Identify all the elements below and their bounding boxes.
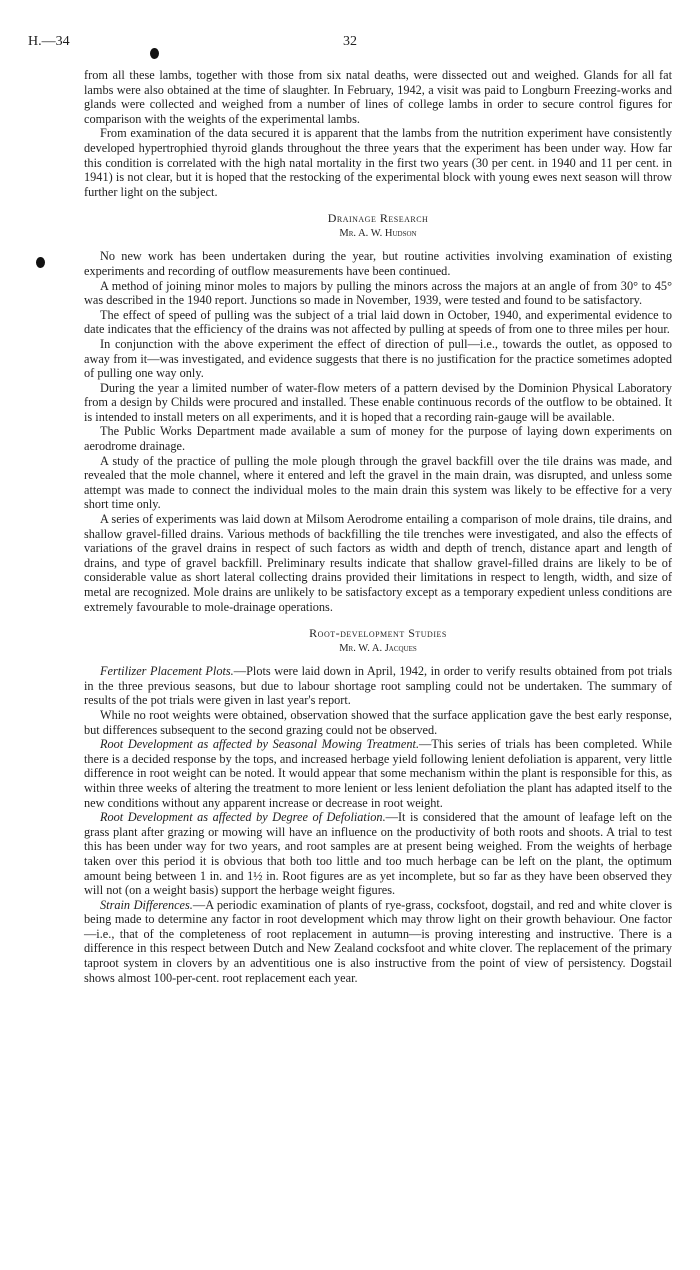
paragraph-lead: Strain Differences. (100, 897, 193, 912)
paragraph-text: While no root weights were obtained, observation showed that the surface application gave the best early response, but differences subsequent to the second grazing could not be observed. (84, 707, 672, 737)
paragraph-text: —This series of trials has been completed. While there is a decided response by the tops, and increased herbage yield following lenient defoliation is apparent, very little difference in root weight can be noted. It would appear that some mechanism within the plant is responsible for this, as within three weeks of altering the treatment to more lenient or less lenient defoliation the plant has adapted itself to the new conditions without any apparent increase or decrease in root weight. (84, 737, 673, 810)
body-paragraph: from all these lambs, together with those from six natal deaths, were dissected out and weighed. Glands for all fat lambs were also obtained at the time of slaughter. In February, 1942, a visit was paid to Longburn Freezing-works and glands were collected and weighed from a number of lines of college lambs in order to secure control figures for comparison with the weights of the experimental lambs. (84, 68, 672, 126)
body-paragraph: The Public Works Department made available a sum of money for the purpose of laying down experiments on aerodrome drainage. (84, 424, 672, 454)
page-number: 32 (343, 34, 357, 49)
body-paragraph: During the year a limited number of water-flow meters of a pattern devised by the Dominion Physical Laboratory from a design by Childs were procured and installed. These enable continuous records of the outflow to be obtained. It is intended to install meters on all experiments, and it is hoped that a recording rain-gauge will be available. (84, 380, 672, 424)
page-body (84, 68, 672, 985)
paragraph-text: —It is considered that the amount of leafage left on the grass plant after grazing or mowing will have an influence on the productivity of both roots and shoots. A trial to test this has been under way for two years, and root samples are at present being weighed. From the weights of herbage taken over this period it is obvious that both too little and too much herbage can be left on the plant, the optimum amount being between 1 in. and 1½ in. Root figures are as yet incomplete, but so far as they have been observed they will not (on a weight basis) support the herbage weight figures. (84, 810, 672, 898)
body-paragraph: A study of the practice of pulling the mole plough through the gravel backfill over the tile drains was made, and revealed that the mole channel, where it entered and left the gravel in the main drain, was disrupted, and unless some attempt was made to connect the individual moles to the main drain this system was likely to be effective for a very short time only. (84, 453, 672, 512)
body-paragraph: In conjunction with the above experiment the effect of direction of pull—i.e., towards the outlet, as opposed to away from it—was investigated, and evidence suggests that there is no justification for the practice sometimes adopted of pulling one way only. (84, 336, 672, 381)
ink-spot-mark (36, 257, 45, 268)
body-paragraph (84, 737, 672, 810)
body-paragraph: The effect of speed of pulling was the subject of a trial laid down in October, 1940, and experimental evidence to date indicates that the efficiency of the drains was not affected by pulling at speeds of from one to three miles per hour. (84, 307, 672, 337)
ink-spot-mark (150, 48, 159, 59)
body-paragraph (84, 664, 672, 708)
body-paragraph (84, 708, 672, 737)
paragraph-lead: Root Development as affected by Degree of Defoliation. (100, 810, 386, 825)
section-heading: Root-development Studies (309, 626, 447, 641)
paragraph-lead: Fertilizer Placement Plots. (100, 664, 234, 679)
report-code: H.—34 (28, 34, 70, 49)
body-paragraph: A series of experiments was laid down at Milsom Aerodrome entailing a comparison of mole drains, tile drains, and shallow gravel-filled drains. Various methods of backfilling the tile trenches were investigated, and also the effects of variations of the gravel drains in respect of such factors as width and depth of trench, distance apart and length of drains, and type of gravel backfill. Preliminary results indicate that shallow gravel-filled drains are likely to be of considerable value as short lateral collecting drains provided their limitations in respect to length, width, and size of metal are recognized. Mole drains are unlikely to be satisfactory except as a temporary expedient unless conditions are extremely favourable to mole-drainage operations. (84, 512, 672, 614)
paragraph-text: —Plots were laid down in April, 1942, in order to verify results obtained from pot trials in the three previous seasons, but due to labour shortage root sampling could not be undertaken. The summary of results of the pot trials were given in last year's report. (84, 664, 672, 708)
paragraph-text: —A periodic examination of plants of rye-grass, cocksfoot, dogstail, and red and white clover is being made to determine any factor in root development which may throw light on their growth behaviour. One factor—i.e., that of the completeness of root replacement in autumn—is proving interesting and instructive. There is a difference in this respect between Dutch and New Zealand cocksfoot and white clover. The replacement of the primary taproot system in clovers by an adventitious one is also instructive from the point of view of persistency. Dogstail shows almost 100-per-cent. root replacement each year. (84, 897, 673, 985)
body-paragraph: From examination of the data secured it is apparent that the lambs from the nutrition experiment have consistently developed hypertrophied thyroid glands throughout the three years that the experiment has been under way. How far this condition is correlated with the high natal mortality in the first two years (30 per cent. in 1940 and 11 per cent. in 1941) is not clear, but it is hoped that the restocking of the experimental block with young ewes next season will throw further light on the subject. (84, 126, 672, 199)
paragraph-lead: Root Development as affected by Seasonal Mowing Treatment. (100, 737, 420, 752)
section-author: Mr. A. W. Hudson (339, 228, 417, 240)
body-paragraph (84, 810, 672, 898)
section-author: Mr. W. A. Jacques (339, 643, 417, 655)
body-paragraph: No new work has been undertaken during the year, but routine activities involving examination of existing experiments and recording of outflow measurements have been continued. (84, 249, 672, 278)
body-paragraph (84, 898, 672, 986)
section-heading: Drainage Research (327, 211, 429, 226)
body-paragraph: A method of joining minor moles to majors by pulling the minors across the majors at an angle of from 30° to 45° was described in the 1940 report. Junctions so made in November, 1939, were tested and found to be satisfactory. (84, 278, 672, 308)
